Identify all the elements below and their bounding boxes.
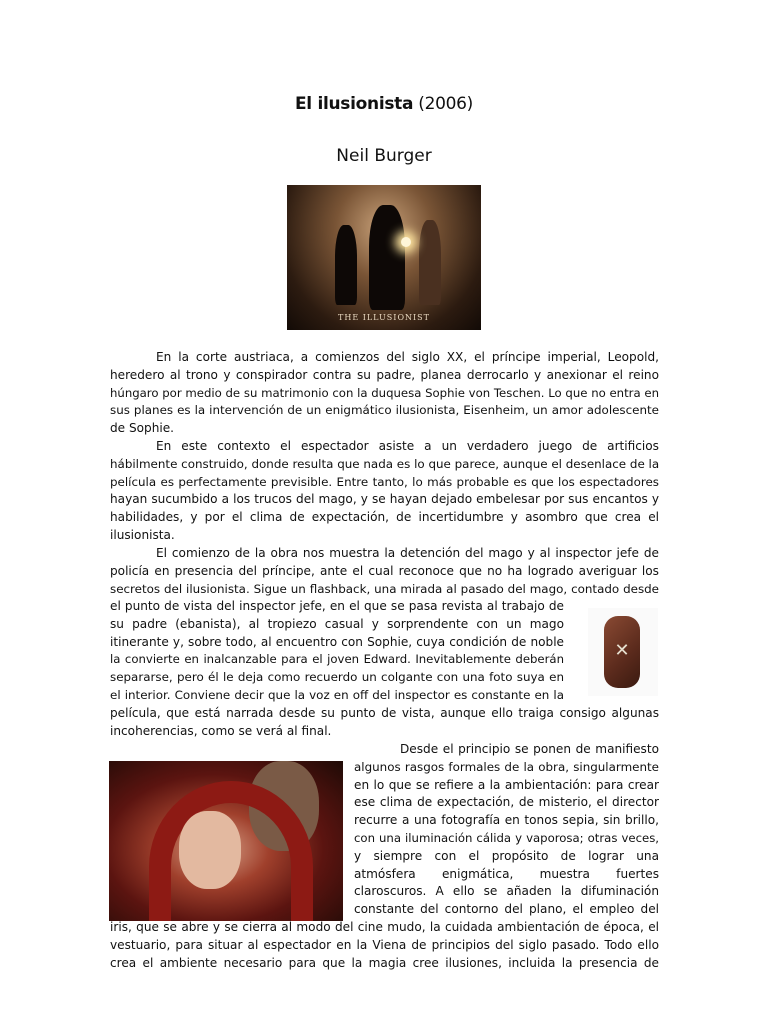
text-line: con una iluminación cálida y vaporosa; otras veces, xyxy=(354,830,659,845)
text-line: el interior. Conviene decir que la voz en off del inspector es constante en la xyxy=(110,687,564,702)
text-line: la convierte en inalcanzable para el joven Edward. Inevitablemente deberán xyxy=(110,652,564,667)
text-line: en lo que se refiere a la ambientación: para crear xyxy=(354,777,659,792)
text-line: habilidades, y por el clima de expectación, de incertidumbre y asombro que crea el xyxy=(110,510,659,525)
text-line: ilusionista. xyxy=(110,527,175,542)
text-line: claroscuros. A ello se añaden la difuminación xyxy=(354,884,659,899)
text-line: atmósfera enigmática, muestra fuertes xyxy=(354,866,659,881)
movie-poster-image xyxy=(287,185,481,330)
paragraph-1 xyxy=(110,349,659,438)
text-line: Desde el principio se ponen de manifiesto xyxy=(400,742,659,756)
text-line: hayan sucumbido a los trucos del mago, y se hayan dejado embelesar por sus encantos y xyxy=(110,492,659,507)
locket-emblem-icon: ✕ xyxy=(614,640,630,661)
text-line: crea el ambiente necesario para que la magia cree ilusiones, incluida la presencia de xyxy=(110,955,659,970)
film-still-image xyxy=(109,761,343,921)
text-line: El comienzo de la obra nos muestra la detención del mago y al inspector jefe de xyxy=(156,546,659,560)
text-line: película, que está narrada desde su punto de vista, aunque ello traiga consigo algunas xyxy=(110,706,659,720)
paragraph-3-wrap xyxy=(110,598,564,705)
text-line: policía en presencia del príncipe, ante el cual reconoce que no ha logrado averiguar los xyxy=(110,563,659,578)
poster-caption: THE ILLUSIONIST xyxy=(338,313,430,322)
title-year: (2006) xyxy=(418,94,474,114)
text-line: separarse, pero él le deja como recuerdo un colgante con una foto suya en xyxy=(110,670,564,685)
text-line: iris, que se abre y se cierra al modo del cine mudo, la cuidada ambientación de época, el xyxy=(110,920,659,934)
text-line: recurre a una fotografía en tonos sepia, sin brillo, xyxy=(354,813,659,828)
locket-pendant-image xyxy=(588,608,658,696)
text-line: En la corte austriaca, a comienzos del siglo XX, el príncipe imperial, Leopold, xyxy=(156,350,659,364)
text-line: algunos rasgos formales de la obra, singularmente xyxy=(354,759,659,774)
text-line: el punto de vista del inspector jefe, en el que se pasa revista al trabajo de xyxy=(110,599,564,613)
paragraph-3 xyxy=(110,545,659,598)
text-line: de Sophie. xyxy=(110,421,175,436)
text-line: su padre (ebanista), al tropiezo casual y sorprendente con un mago xyxy=(110,616,564,631)
paragraph-2 xyxy=(110,438,659,545)
text-line: vestuario, para situar al espectador en la Viena de principios del siglo pasado. Todo ello xyxy=(110,937,659,952)
text-line: constante del contorno del plano, el empleo del xyxy=(354,902,659,917)
page-title xyxy=(0,94,768,114)
text-line: incoherencias, como se verá al final. xyxy=(110,723,332,738)
paragraph-4-full xyxy=(110,919,659,972)
paragraph-4-wrap xyxy=(354,741,659,919)
title-bold: El ilusionista xyxy=(294,94,414,114)
text-line: hábilmente construido, donde resulta que nada es lo que parece, aunque el desenlace de la xyxy=(110,456,660,471)
text-line: heredero al trono y conspirador contra su padre, planea derrocarlo y anexionar el reino xyxy=(110,367,659,382)
text-line: ese clima de expectación, de misterio, el director xyxy=(354,795,659,810)
text-line: itinerante y, sobre todo, al encuentro con Sophie, cuya condición de noble xyxy=(110,634,564,649)
text-line: secretos del ilusionista. Sigue un flashback, una mirada al pasado del mago, contado desde xyxy=(110,581,659,596)
text-line: En este contexto el espectador asiste a un verdadero juego de artificios xyxy=(156,439,659,453)
author-name: Neil Burger xyxy=(336,146,432,166)
text-line: húngaro por medio de su matrimonio con la duquesa Sophie von Teschen. Lo que no entra en xyxy=(110,385,659,400)
paragraph-3-tail xyxy=(110,705,659,741)
text-line: y siempre con el propósito de lograr una xyxy=(354,848,659,863)
text-line: sus planes es la intervención de un enigmático ilusionista, Eisenheim, un amor adolescente xyxy=(110,403,659,418)
text-line: película es perfectamente previsible. Entre tanto, lo más probable es que los espectadores xyxy=(110,474,659,489)
